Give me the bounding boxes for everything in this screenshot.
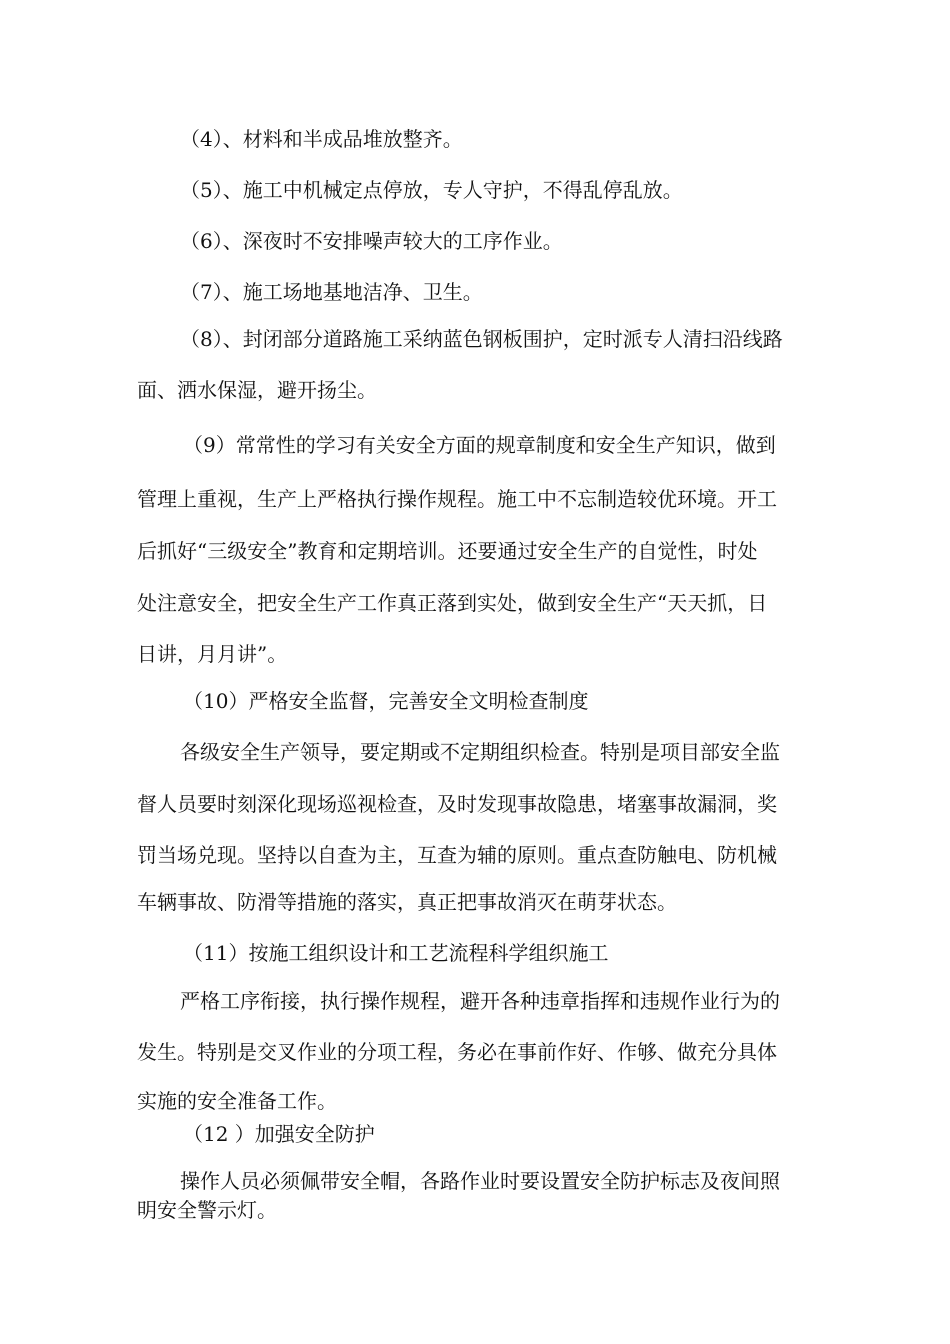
text-line: （6）、深夜时不安排噪声较大的工序作业。 <box>180 229 563 253</box>
text-line: （4）、材料和半成品堆放整齐。 <box>180 127 463 151</box>
text-line: 车辆事故、防滑等措施的落实，真正把事故消灭在萌芽状态。 <box>137 890 677 914</box>
text-line: 各级安全生产领导，要定期或不定期组织检查。特别是项目部安全监 <box>180 740 780 764</box>
section-heading: （10）严格安全监督，完善安全文明检查制度 <box>183 689 589 713</box>
text-line: 管理上重视，生产上严格执行操作规程。施工中不忘制造较优环境。开工 <box>137 487 777 511</box>
text-line: 严格工序衔接，执行操作规程，避开各种违章指挥和违规作业行为的 <box>180 989 780 1013</box>
section-heading: （12 ）加强安全防护 <box>183 1122 375 1146</box>
text-line: 后抓好“三级安全”教育和定期培训。还要通过安全生产的自觉性，时处 <box>137 539 758 563</box>
text-line: 面、洒水保湿，避开扬尘。 <box>137 378 377 402</box>
text-line: 发生。特别是交叉作业的分项工程，务必在事前作好、作够、做充分具体 <box>137 1040 777 1064</box>
text-line: 日讲，月月讲”。 <box>137 642 288 666</box>
text-line: 处注意安全，把安全生产工作真正落到实处，做到安全生产“天天抓，日 <box>137 591 768 615</box>
text-line: （5）、施工中机械定点停放，专人守护，不得乱停乱放。 <box>180 178 683 202</box>
text-line: 实施的安全准备工作。 <box>137 1089 337 1113</box>
text-line: 明安全警示灯。 <box>137 1198 277 1222</box>
text-line: （8）、封闭部分道路施工采纳蓝色钢板围护，定时派专人清扫沿线路 <box>180 327 783 351</box>
text-line: （9）常常性的学习有关安全方面的规章制度和安全生产知识，做到 <box>183 433 776 457</box>
text-line: 操作人员必须佩带安全帽，各路作业时要设置安全防护标志及夜间照 <box>180 1169 780 1193</box>
text-line: 督人员要时刻深化现场巡视检查，及时发现事故隐患，堵塞事故漏洞，奖 <box>137 792 777 816</box>
text-line: （7）、施工场地基地洁净、卫生。 <box>180 280 483 304</box>
section-heading: （11）按施工组织设计和工艺流程科学组织施工 <box>183 941 609 965</box>
text-line: 罚当场兑现。坚持以自查为主，互查为辅的原则。重点查防触电、防机械 <box>137 843 777 867</box>
